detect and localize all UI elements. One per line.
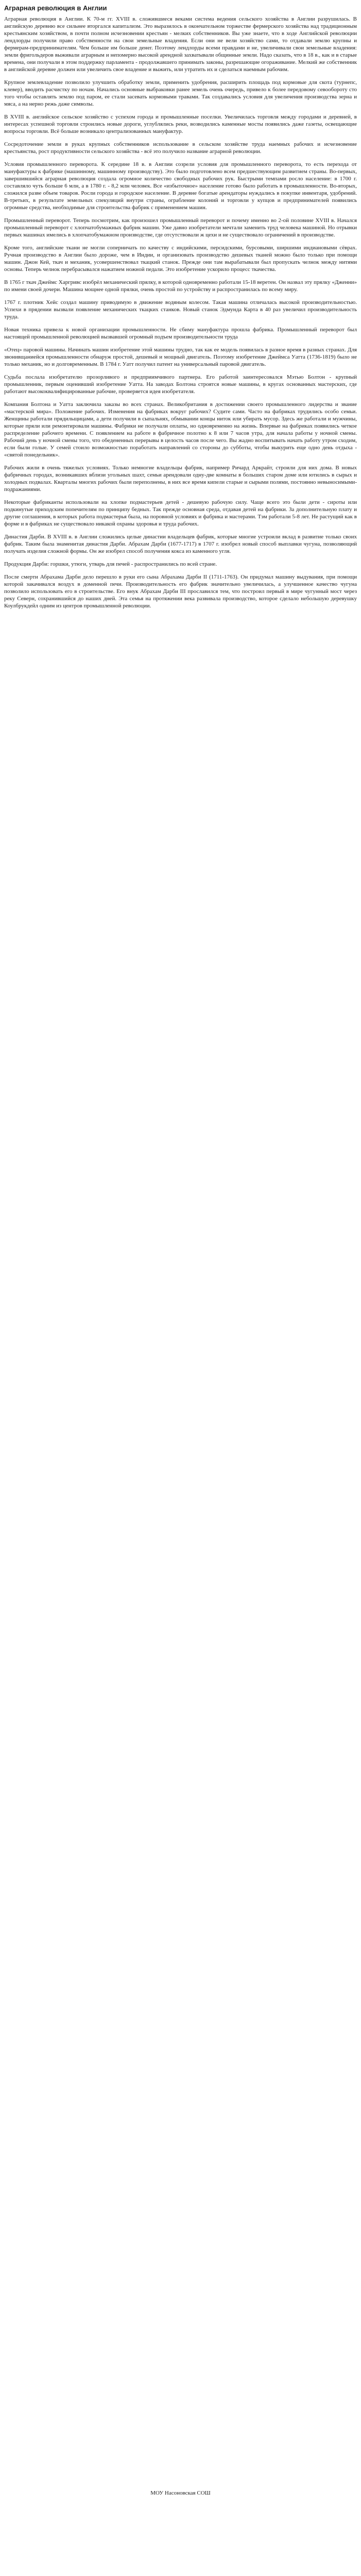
paragraph: Новая техника привела к новой организации промышленности. Не сбиму мануфактура прошла фабрика. Промышленный переворот был настоящей промышленной революцией вызвавшей огромный подъем производительности труда	[4, 327, 357, 340]
paragraph: Продукция Дарби: горшки, утюги, утварь для печей - распространились по всей стране.	[4, 561, 217, 567]
paragraph: После смерти Абрахама Дарби дело перешло в руки его сына Абрахама Дарби II (1711-1763). Он придумал машину выдувания, при помощи которой закачивался воздух в доменной печи. Производительность его фабрик значительно увеличилась, а улучшенное качество чугуна позволило использовать его в строительстве. Его внук Абрахам Дарби III прославился тем, что построил первый в мире чугунный мост через реку Северн, сохранившийся до наших дней. Эта семья на протяжении века развивала производство, которое сделало небольшую деревушку Коулбрукдейл одним из центров промышленной революции.	[4, 574, 357, 609]
paragraph: «Отец» паровой машины. Начинать машин изобретение этой машины трудно, так как ее модель появилась в разное время в разных странах. Для звонивщаниейся промышленности обнаруж простой, дешевый и мощный двигатель. Поэтому изобретение Джеймса Уатта (1736-1819) было не только механик, но и долговременным. В 1784 г. Уатт получил патент на универсальный паровой двигатель.	[4, 347, 357, 367]
paragraph: Кроме того, английские ткани не могли соперничать по качеству с индийскими, персидскими, бурсовыми, ширшими индиановыми сёврах. Ручная производство в Англии было дороже, чем в Индии, и организовать производство дешевых тканей можно было только при помощи машин. Джон Кей, ткач и механик, усовершенствовал ткацкий станок. Прежде они там вырабатывали был пропускать челнок между нитями основы. Теперь челнок перебрасывался нажатием ножной педали. Это изобретение ускорило процесс ткачества.	[4, 245, 357, 273]
document-body	[4, 15, 357, 609]
paragraph: Рабочих жили в очень тяжелых условиях. Только немногие владельцы фабрик, например Ричард Аркрайт, строили для них дома. В новых фабричных городах, возникавших вблизи угольных шахт, семьи арендовали одну-две комнаты в больших старом доме или ютились в сырых и холодных подвалах. Кварталы многих рабочих были переполнены, в них все время кипели старые и сырыми полями, постоянно невыносимыми-подражаниями.	[4, 465, 357, 493]
paragraph: Компания Болтона и Уатта заключила заказы во всех странах. Великобритания в достижении своего промышленного лидерства и звание «мастерской мира». Положение рабочих. Изменения на фабриках вокруг рабочих? Судите сами. Часто на фабриках трудились особо семьи. Женщины работали прядильщицами, а дети получили в сыпальнях, обмывании концы ниток или убирать мусор. Здесь же работали и мужчины, которые пряли или ремонтировали машины. Фабрики не получали оплаты, но одновременно на жизнь. Впервые на фабриках появились четкое распределение рабочего времени. С появлением на работе в фабричное полотно к 8 или 7 часов утра, для начала работы у ночной смены. Рабочий день у ночной смены того, что обедененных перерывы в целость часов после чего. Вы жадно воспитывать начать работу утром сходим, если были голые. У семей стоило возможностью поработать направлений со стороны до субботы, чтобы выкурить еще одно день отдыха - «святой понедельник».	[4, 401, 357, 458]
paragraph: Судьба послала изобретателю прозорливого и предприимчивого партнера. Его работой заинтересовался Мэтью Болтон - крупный промышленник, первым оценивший изобретение Уатта. На заводах Болтона строятся новые машины, в кругах основанных мастерских, где работают высококвалифицированные рабочие, проверяется идея изобретателя.	[4, 374, 357, 395]
paragraph: Династия Дарби. В XVIII в. в Англии сложились целые династии владельцев фабрик, которые многие устроили вклад в развитие только своих фабрик. Таким была знаменитая династия Дарби. Абрахам Дарби (1677-1717) в 1707 г. изобрел новый способ выплавки чугуна, позволяющий получать изделия сложной формы. Он же изобрел способ получения кокса из каменного угля.	[4, 534, 357, 554]
paragraph: В 1765 г ткач Джеймс Харгривс изобрёл механический прялку, в которой одновременно работали 15-18 веретен. Он назвал эту прялку «Дженни» по имени своей дочери. Машина мощнее одной прялки, очень простой по устройству и распространилась по всему миру.	[4, 279, 357, 293]
paragraph: Крупное землевладение позволило улучшить обработку земли, применить удобрения, расширить площадь под кормовые для скота (турнепс, клевер), вводить расчистку по ночам. Начались основные выбраковки ранее земель очень очередь, привело к более передовому севообороту сто того чтобы оставлять землю под паром, ее стали засевать кормовыми травами. Так создавались условия для увеличения производства зерна и мяса, а на нерно режь даже символы.	[4, 79, 357, 107]
school-name: МОУ Насоновская СОШ	[150, 2490, 211, 2496]
paragraph: В XVIII в. английское сельское хозяйство с успехом города и промышленные поселки. Увеличилась торговля между городами и деревней, в интересах успешной торговли строились новые дороги, углублялись реки, возводились каменные мосты появились даже газеты, освещающие вопросы торговли. Всё больше возникало централизованных мануфактур.	[4, 114, 357, 134]
paragraph: Условия промышленного переворота. К середине 18 в. в Англии созрели условия для промышленного переворота, то есть перехода от мануфактуры к фабрике (машинному, машинному производству). Это было подготовлено всем предшествующим развитием страны. Во-первых, завершившийся аграрная революция создала огромное количество свободных рабочих рук. Быстрыми темпами росло население: в 1700 г. составляло чуть больше 6 млн, а в 1780 г. - 8,2 млн человек. Все «избыточное» население готово было работать в промышленности. Во-вторых, сложился разве объем товаров. Росли города и городское население. В деревне богатые арендаторы нуждались в покупке инвентаря, удобрений. В-третьих, в результате земельных спекуляций внутри страны, ограбление колоний и торговли у купцов и предпринимателей появились огромные средства, необходимые для строительства фабрик с применением машин.	[4, 161, 357, 211]
paragraph: Промышленный переворот. Теперь посмотрим, как произошел промышленный переворот и почему именно во 2-ой половине XVIII в. Начался промышленный переворот с хлопчатобумажных фабрик машин. Уже давно изобретатели мечтали заменить труд человека машиной. Но отрывки первых машинах имелись в хлопчатобумажном производстве, где отсутствовали ж цехи и не существовало ограничений в производстве.	[4, 217, 357, 238]
paragraph: Некоторые фабриканты использовали на хлопке подмастерьев детей - дешевую рабочую силу. Чаще всего это были дети - сироты или подкинутые приходским попечителям по принципу бедных. Так прежде основная среда, отдавая детей на фабрики. За дополнительную плату и другие соглашения, в которых работа подмастерья была, на поровной условиях и фабрика и мастерами. Тэм работали 5-8 лет. Не растущий как в форме и в фабриках не существовало никакой охраны здоровья и труда рабочих.	[4, 499, 357, 527]
document-title: Аграрная революция в Англии	[4, 4, 107, 12]
paragraph: 1767 г. плотник Хейс создал машину приводимую в движение водяным колесом. Такая машина отличалась высокой производительностью. Успехи в прядении вызвали появление механических ткацких станков. Новый станок Эдмунда Карта в 40 раз увеличил производительность труда.	[4, 299, 357, 320]
paragraph: Сосредоточение земли в руках крупных собственников использование в сельском хозяйстве труда наемных рабочих и исчезновение крестьянства, рост продуктивности сельского хозяйства - всё это получило название аграрной революции.	[4, 141, 357, 155]
paragraph: Аграрная революция в Англии. К 70-м гг. XVIII в. сложившиеся веками система ведения сельского хозяйства в Англии разрушилась. В английскую деревню все сильнее вторгался капитализм. Это выразилось в окончательном торжестве фермерского хозяйства над традиционным крестьянским хозяйством, в почти полном исчезновении крестьян - мелких собственников. Вы уже знаете, что в ходе Английской революции лендлорды получили право собственности на свои земельные владения. Если они не вели хозяйство сами, то отдавали землю крупны и фермерам-предпринимателям. Чем больше им больше денег. Поэтому лендлорды всеми правдами и не, увеличивали свои земельные владения: земли фригольдеров выживали аграрным и непомерно высокой арендной захватывали общинные земли. Надо сказать, что в 18 в., как и в старые времена, они получали в этом поддержку парламента - продолжавшего принимать законы, разрешающие огораживание. Мелкий же собственник в английской деревне должен или увеличить свое владение и выжить, или утратить их и сделаться наемным рабочим.	[4, 16, 357, 73]
